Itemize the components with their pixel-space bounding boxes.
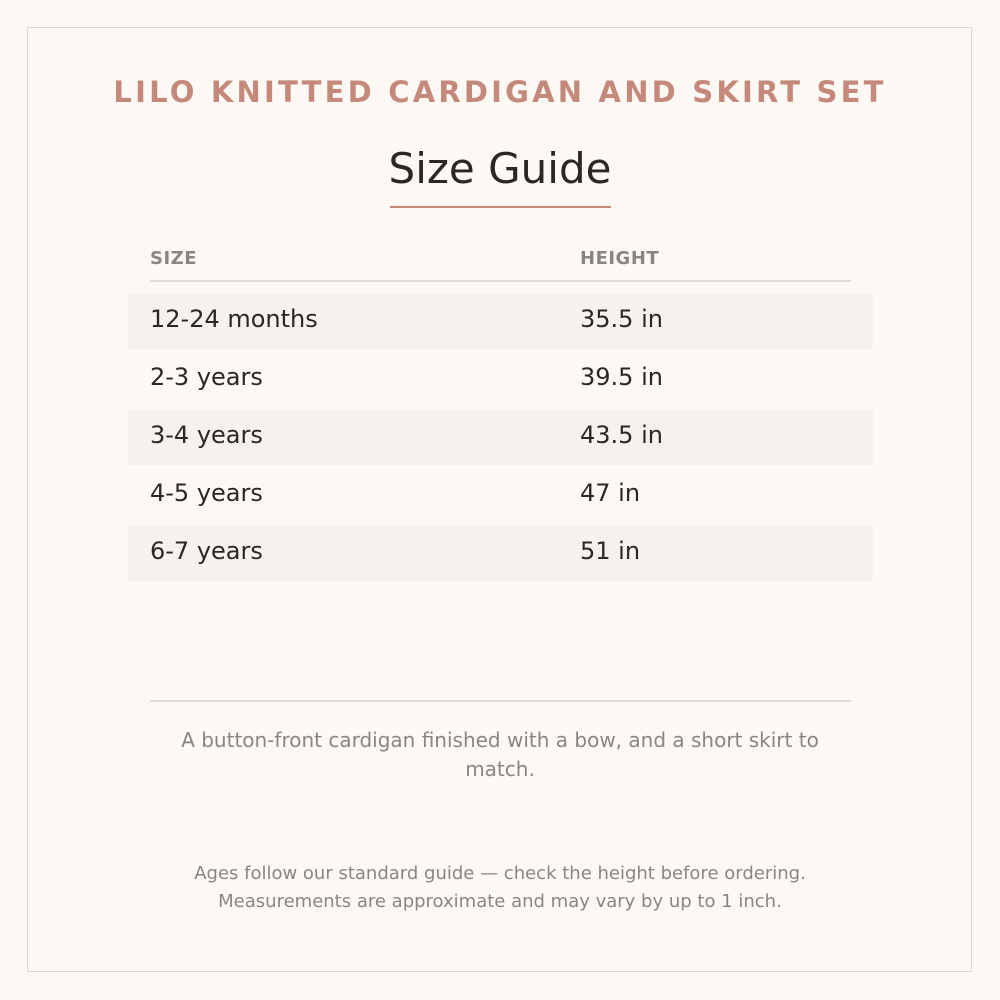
title-underline bbox=[390, 206, 611, 208]
header-divider bbox=[150, 280, 851, 282]
height-cell: 35.5 in bbox=[580, 305, 663, 333]
size-cell: 4-5 years bbox=[150, 479, 263, 507]
footer-divider bbox=[150, 700, 851, 702]
height-cell: 51 in bbox=[580, 537, 641, 565]
size-cell: 3-4 years bbox=[150, 421, 263, 449]
table-row bbox=[128, 410, 873, 465]
disclaimer-line-2: Measurements are approximate and may vary by up to 1 inch. bbox=[218, 891, 782, 912]
product-name: LILO KNITTED CARDIGAN AND SKIRT SET bbox=[113, 75, 887, 109]
column-header-size: SIZE bbox=[150, 248, 198, 269]
disclaimer-note bbox=[100, 860, 900, 916]
height-cell: 43.5 in bbox=[580, 421, 663, 449]
size-cell: 12-24 months bbox=[150, 305, 318, 333]
size-cell: 6-7 years bbox=[150, 537, 263, 565]
height-cell: 39.5 in bbox=[580, 363, 663, 391]
table-row bbox=[128, 526, 873, 581]
height-cell: 47 in bbox=[580, 479, 641, 507]
product-description: A button-front cardigan finished with a bow, and a short skirt to match. bbox=[181, 728, 819, 781]
table-row bbox=[128, 352, 873, 407]
page-title: Size Guide bbox=[388, 144, 612, 193]
size-cell: 2-3 years bbox=[150, 363, 263, 391]
column-header-height: HEIGHT bbox=[580, 248, 660, 269]
disclaimer-line-1: Ages follow our standard guide — check the height before ordering. bbox=[194, 863, 806, 884]
size-table bbox=[128, 294, 873, 584]
table-row bbox=[128, 468, 873, 523]
table-row bbox=[128, 294, 873, 349]
